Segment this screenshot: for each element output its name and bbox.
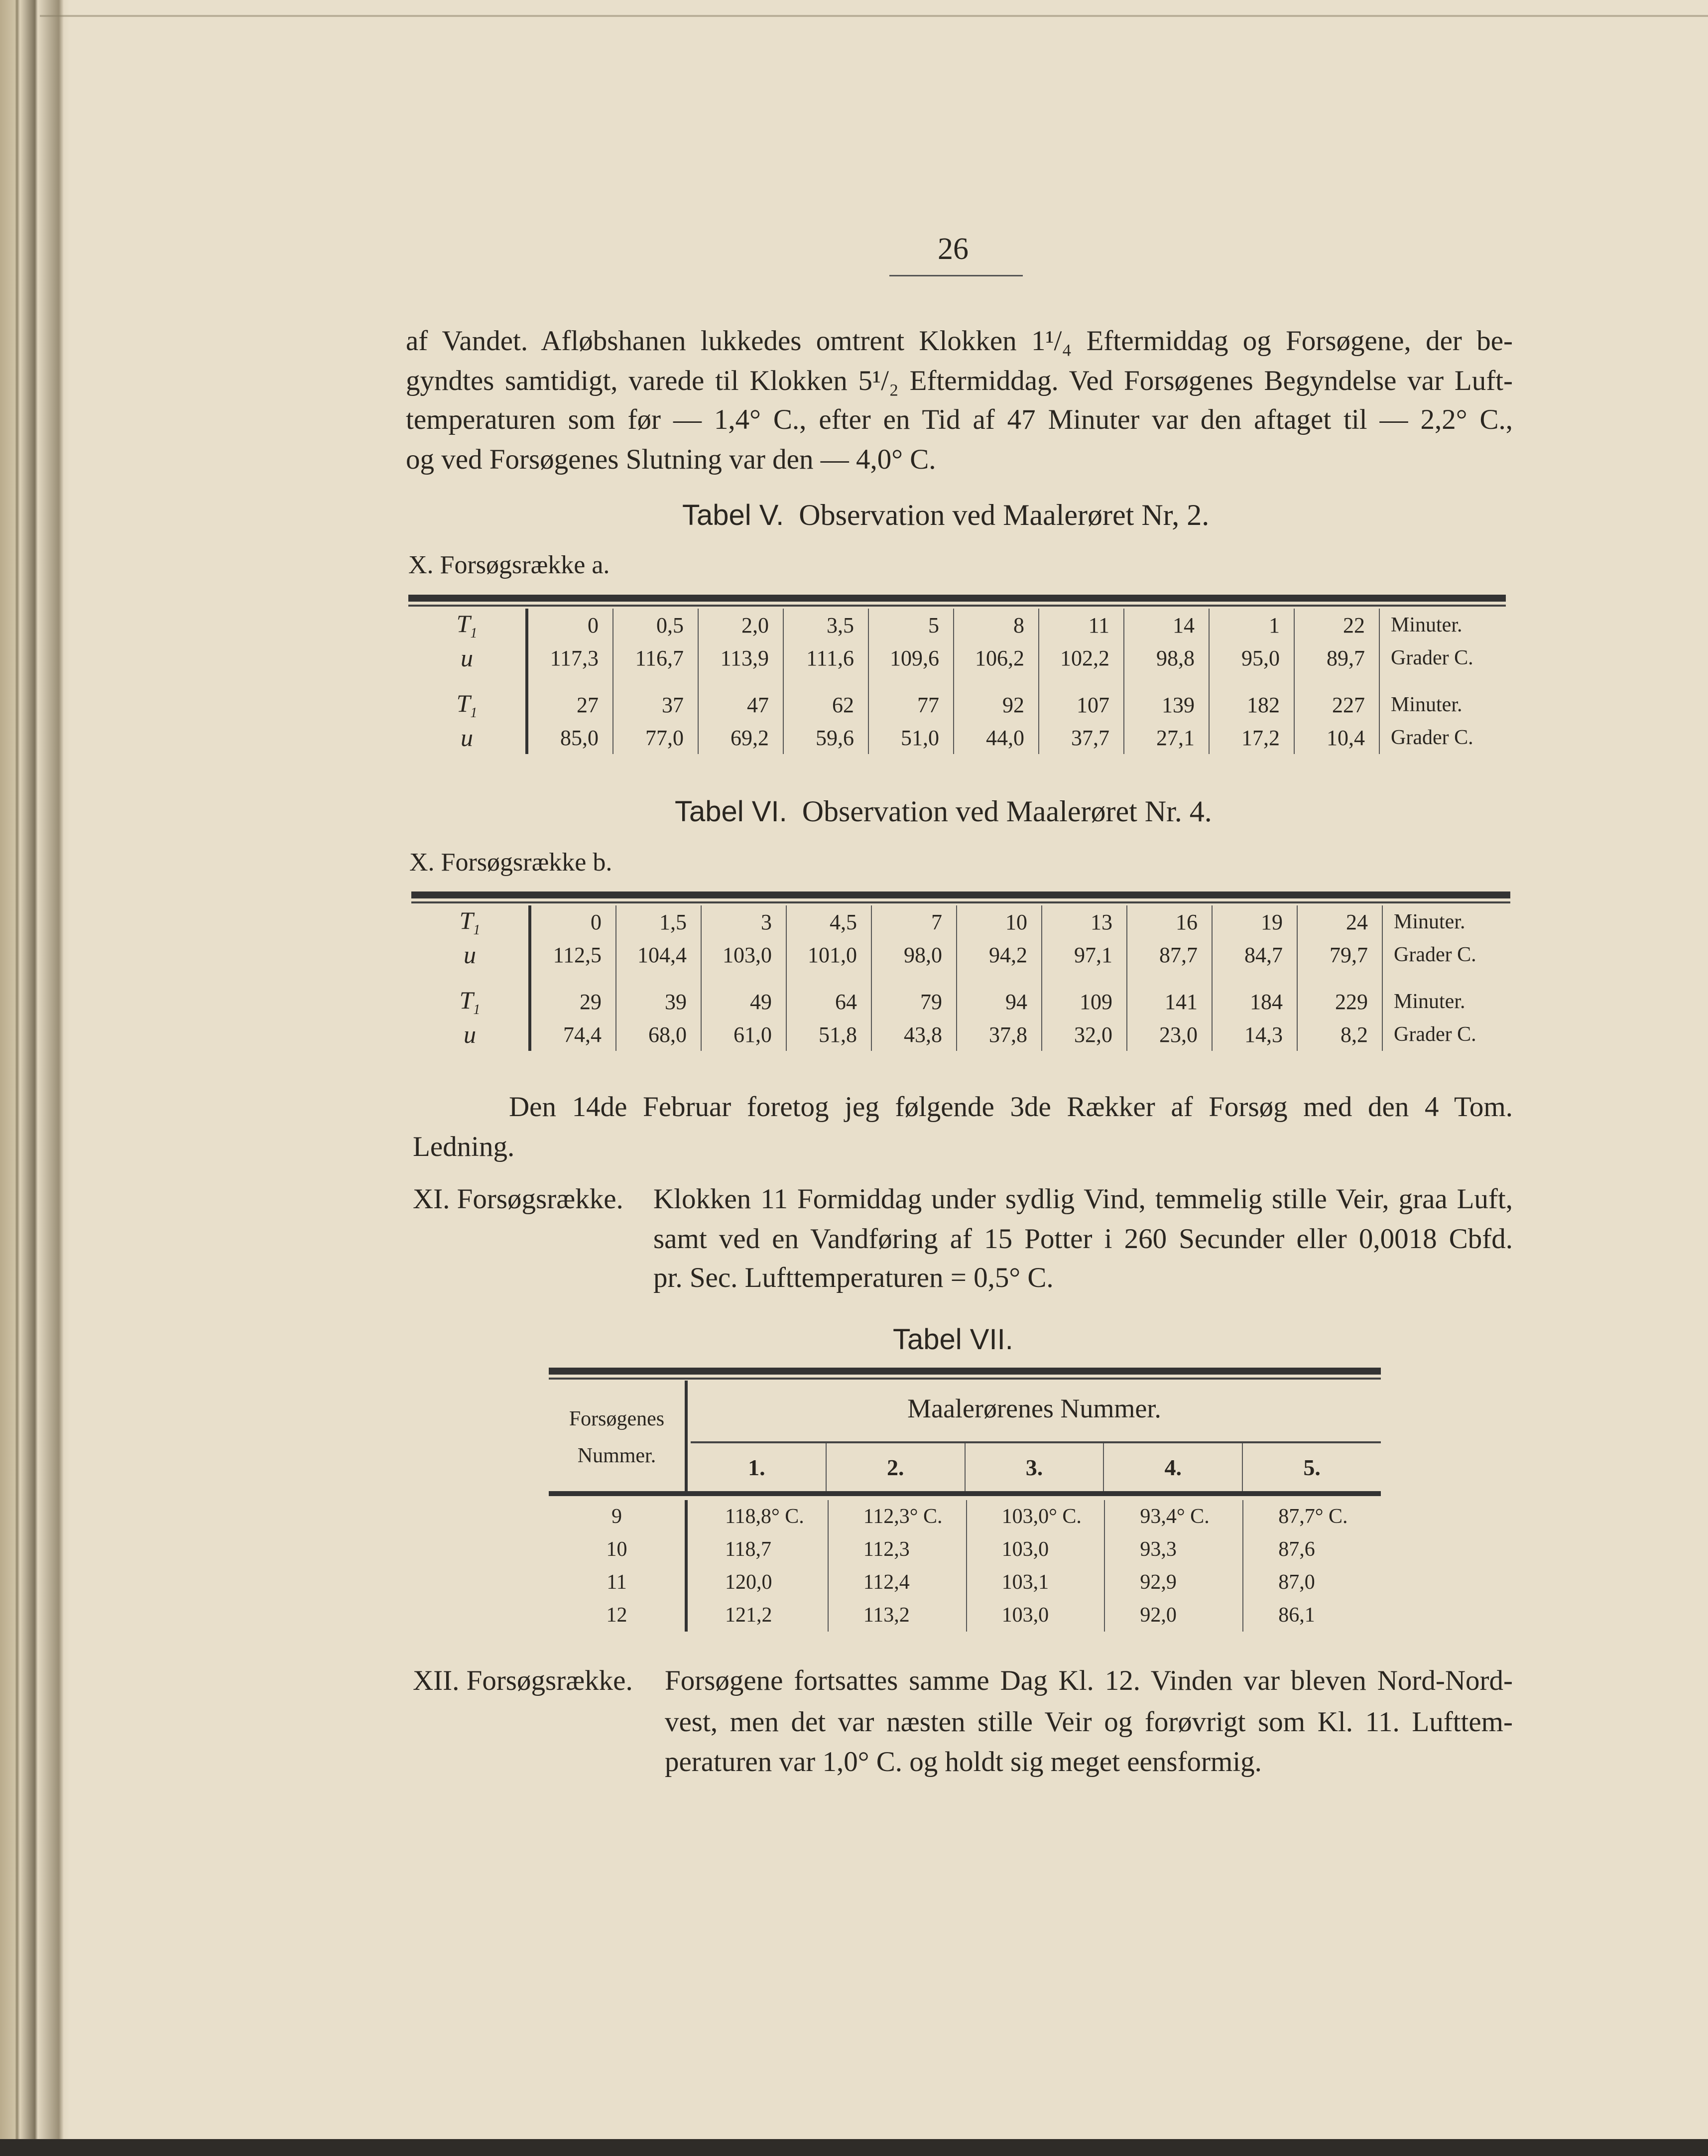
table-cell: 37,7 bbox=[1039, 721, 1124, 754]
gap-cell bbox=[1127, 971, 1212, 985]
table-cell: 68,0 bbox=[616, 1018, 701, 1051]
gap-cell bbox=[1294, 674, 1379, 688]
paragraph-line: gyndtes samtidigt, varede til Klokken 5¹/₂ Eftermiddag. Ved Forsøgenes Begyndelse var Luft- bbox=[406, 365, 1513, 396]
table-row bbox=[411, 938, 1522, 971]
table-row bbox=[408, 688, 1519, 721]
table-cell: 102,2 bbox=[1039, 641, 1124, 674]
gap-cell bbox=[616, 971, 701, 985]
page-top-edge bbox=[40, 15, 1708, 17]
row-label bbox=[411, 985, 530, 1018]
unit-cell: Minuter. bbox=[1379, 688, 1519, 721]
series11-line: Klokken 11 Formiddag under sydlig Vind, temmelig stille Veir, graa Luft, bbox=[653, 1183, 1513, 1215]
table-cell: 29 bbox=[530, 985, 616, 1018]
table-cell: 182 bbox=[1209, 688, 1294, 721]
row-label-subscript: 1 bbox=[470, 705, 478, 721]
paragraph-line: og ved Forsøgenes Slutning var den — 4,0° C. bbox=[406, 444, 936, 475]
table-cell: 98,8 bbox=[1124, 641, 1209, 674]
table6-series-label: X. Forsøgsrække b. bbox=[409, 848, 612, 877]
row-number: 10 bbox=[606, 1538, 627, 1561]
gap-cell bbox=[530, 971, 616, 985]
table-row bbox=[549, 1533, 1381, 1566]
table-cell: 10,4 bbox=[1294, 721, 1379, 754]
row-header-line: Forsøgenes bbox=[569, 1407, 665, 1430]
series11-label: XI. Forsøgsrække. bbox=[413, 1183, 623, 1215]
table-cell: 95,0 bbox=[1209, 641, 1294, 674]
table7-title bbox=[893, 1322, 1013, 1357]
table-cell: 24 bbox=[1297, 905, 1382, 938]
table5-top-rule-thin bbox=[408, 605, 1506, 607]
column-header: 3. bbox=[965, 1443, 1103, 1492]
table-cell: 7 bbox=[871, 905, 957, 938]
row-label-subscript: 1 bbox=[473, 922, 481, 938]
table-cell: 87,6 bbox=[1242, 1533, 1381, 1566]
table-cell: 103,0° C. bbox=[966, 1500, 1104, 1533]
table-cell: 77 bbox=[868, 688, 954, 721]
table-cell: 103,0 bbox=[966, 1599, 1104, 1632]
table-cell: 4,5 bbox=[786, 905, 871, 938]
table-cell: 84,7 bbox=[1212, 938, 1297, 971]
table-cell: 51,0 bbox=[868, 721, 954, 754]
gap-cell bbox=[1209, 674, 1294, 688]
table-cell: 37 bbox=[613, 688, 698, 721]
gap-cell bbox=[871, 971, 957, 985]
table-cell: 3 bbox=[701, 905, 786, 938]
table-cell: 64 bbox=[786, 985, 871, 1018]
table-cell: 112,5 bbox=[530, 938, 616, 971]
table-cell: 11 bbox=[1039, 609, 1124, 641]
series12-line: Forsøgene fortsattes samme Dag Kl. 12. Vinden var bleven Nord-Nord- bbox=[665, 1665, 1513, 1696]
gap-cell bbox=[1042, 971, 1127, 985]
unit-cell: Minuter. bbox=[1379, 609, 1519, 641]
table-cell: 87,7° C. bbox=[1242, 1500, 1381, 1533]
table-cell: 98,0 bbox=[871, 938, 957, 971]
row-label bbox=[408, 688, 527, 721]
table-cell: 37,8 bbox=[957, 1018, 1042, 1051]
page-number: 26 bbox=[938, 232, 969, 266]
table-cell: 112,3 bbox=[828, 1533, 966, 1566]
table-cell: 77,0 bbox=[613, 721, 698, 754]
table-cell: 16 bbox=[1127, 905, 1212, 938]
row-gap bbox=[411, 971, 1522, 985]
row-label-subscript: 1 bbox=[470, 625, 478, 641]
table-cell: 139 bbox=[1124, 688, 1209, 721]
table-row bbox=[408, 609, 1519, 641]
row-label bbox=[408, 641, 527, 674]
series12-label: XII. Forsøgsrække. bbox=[413, 1665, 633, 1696]
gap-cell bbox=[1124, 674, 1209, 688]
table7-body bbox=[549, 1500, 1381, 1632]
column-header: 5. bbox=[1242, 1443, 1381, 1492]
table-cell: 39 bbox=[616, 985, 701, 1018]
row-label-text: u bbox=[464, 941, 476, 969]
row-gap bbox=[408, 674, 1519, 688]
table-cell: 13 bbox=[1042, 905, 1127, 938]
row-label-text: T bbox=[456, 609, 471, 637]
page-number-rule bbox=[889, 275, 1023, 276]
table-cell: 107 bbox=[1039, 688, 1124, 721]
series11-line: pr. Sec. Lufttemperaturen = 0,5° C. bbox=[653, 1262, 1054, 1293]
gap-cell bbox=[527, 674, 613, 688]
table7-column-headers bbox=[688, 1443, 1381, 1492]
gap-cell bbox=[957, 971, 1042, 985]
unit-cell: Minuter. bbox=[1382, 985, 1522, 1018]
row-number: 11 bbox=[607, 1571, 627, 1594]
table-cell: 8 bbox=[954, 609, 1039, 641]
row-label bbox=[408, 609, 527, 641]
table5-top-rule bbox=[408, 595, 1506, 602]
page-stack-edge bbox=[0, 0, 70, 2156]
table5-series-label: X. Forsøgsrække a. bbox=[408, 551, 610, 579]
table-cell: 19 bbox=[1212, 905, 1297, 938]
table-cell: 104,4 bbox=[616, 938, 701, 971]
gap-cell bbox=[1039, 674, 1124, 688]
table-cell: 93,4° C. bbox=[1104, 1500, 1242, 1533]
table-cell: 184 bbox=[1212, 985, 1297, 1018]
gap-cell bbox=[698, 674, 783, 688]
gap-cell bbox=[701, 971, 786, 985]
table-cell: 27 bbox=[527, 688, 613, 721]
row-label bbox=[411, 1018, 530, 1051]
row-label bbox=[411, 905, 530, 938]
column-header: 1. bbox=[748, 1455, 765, 1480]
table-cell: 113,2 bbox=[828, 1599, 966, 1632]
table-cell: 121,2 bbox=[685, 1599, 828, 1632]
table-cell: 87,7 bbox=[1127, 938, 1212, 971]
table-cell: 74,4 bbox=[530, 1018, 616, 1051]
row-label-text: u bbox=[464, 1020, 476, 1048]
series12-line: vest, men det var næsten stille Veir og forøvrigt som Kl. 11. Lufttem- bbox=[665, 1706, 1513, 1738]
scan-bottom-border bbox=[0, 2139, 1708, 2156]
table-cell: 10 bbox=[957, 905, 1042, 938]
table-cell: 1 bbox=[1209, 609, 1294, 641]
row-label-text: T bbox=[459, 906, 474, 934]
table-cell: 92,0 bbox=[1104, 1599, 1242, 1632]
row-label-text: T bbox=[456, 689, 471, 717]
table-cell: 22 bbox=[1294, 609, 1379, 641]
gap-cell bbox=[786, 971, 871, 985]
table6-number: Tabel VI. bbox=[675, 795, 787, 828]
table-row bbox=[549, 1566, 1381, 1599]
gap-cell bbox=[1212, 971, 1297, 985]
table5 bbox=[408, 609, 1519, 754]
gap-cell bbox=[408, 674, 527, 688]
table-cell: 27,1 bbox=[1124, 721, 1209, 754]
table-cell: 3,5 bbox=[783, 609, 868, 641]
table-cell: 14 bbox=[1124, 609, 1209, 641]
gap-cell bbox=[411, 971, 530, 985]
table-cell: 109 bbox=[1042, 985, 1127, 1018]
table5-subtitle: Observation ved Maalerøret Nr, 2. bbox=[799, 499, 1210, 531]
row-label-text: u bbox=[461, 644, 473, 672]
table-cell: 109,6 bbox=[868, 641, 954, 674]
table6-top-rule bbox=[411, 891, 1510, 898]
table-cell: 101,0 bbox=[786, 938, 871, 971]
table-cell: 23,0 bbox=[1127, 1018, 1212, 1051]
table7-col-group-header: Maalerørenes Nummer. bbox=[907, 1394, 1161, 1423]
unit-cell: Grader C. bbox=[1382, 1018, 1522, 1051]
table-cell: 44,0 bbox=[954, 721, 1039, 754]
table-cell: 97,1 bbox=[1042, 938, 1127, 971]
table-cell: 49 bbox=[701, 985, 786, 1018]
table-cell: 0 bbox=[530, 905, 616, 938]
table7-top-rule bbox=[549, 1368, 1381, 1375]
table-row bbox=[411, 985, 1522, 1018]
gap-cell bbox=[783, 674, 868, 688]
table-cell: 61,0 bbox=[701, 1018, 786, 1051]
table-cell: 229 bbox=[1297, 985, 1382, 1018]
table-cell: 227 bbox=[1294, 688, 1379, 721]
table-cell: 51,8 bbox=[786, 1018, 871, 1051]
table6-title bbox=[675, 794, 1212, 829]
table-cell: 87,0 bbox=[1242, 1566, 1381, 1599]
table-cell: 43,8 bbox=[871, 1018, 957, 1051]
table-cell: 117,3 bbox=[527, 641, 613, 674]
table5-title bbox=[682, 498, 1209, 532]
unit-cell: Grader C. bbox=[1379, 721, 1519, 754]
table-cell: 32,0 bbox=[1042, 1018, 1127, 1051]
table6-top-rule-thin bbox=[411, 901, 1510, 903]
unit-cell: Minuter. bbox=[1382, 905, 1522, 938]
table-cell: 1,5 bbox=[616, 905, 701, 938]
column-header: 2. bbox=[826, 1443, 965, 1492]
table-cell: 103,1 bbox=[966, 1566, 1104, 1599]
table-cell: 0 bbox=[527, 609, 613, 641]
paragraph-line: temperaturen som før — 1,4° C., efter en Tid af 47 Minuter var den aftaget til — 2,2° C., bbox=[406, 404, 1513, 435]
row-label bbox=[411, 938, 530, 971]
table-cell: 106,2 bbox=[954, 641, 1039, 674]
table-cell: 69,2 bbox=[698, 721, 783, 754]
paragraph-line: Den 14de Februar foretog jeg følgende 3de Rækker af Forsøg med den 4 Tom. bbox=[509, 1091, 1513, 1123]
row-label-subscript: 1 bbox=[473, 1002, 481, 1017]
table-cell: 113,9 bbox=[698, 641, 783, 674]
row-label-text: T bbox=[459, 986, 474, 1014]
gap-cell bbox=[1297, 971, 1382, 985]
row-header-line: Nummer. bbox=[577, 1444, 656, 1467]
table7-number: Tabel VII. bbox=[893, 1323, 1013, 1356]
table-row bbox=[411, 1018, 1522, 1051]
gap-cell bbox=[1379, 674, 1519, 688]
table-cell: 0,5 bbox=[613, 609, 698, 641]
table-row bbox=[549, 1500, 1381, 1533]
table-cell: 118,7 bbox=[685, 1533, 828, 1566]
table7-row-header bbox=[549, 1381, 685, 1494]
table-row bbox=[411, 905, 1522, 938]
table-cell: 62 bbox=[783, 688, 868, 721]
table-cell: 103,0 bbox=[966, 1533, 1104, 1566]
row-number: 9 bbox=[611, 1505, 622, 1528]
table-cell: 79,7 bbox=[1297, 938, 1382, 971]
gap-cell bbox=[613, 674, 698, 688]
series11-line: samt ved en Vandføring af 15 Potter i 260 Secunder eller 0,0018 Cbfd. bbox=[653, 1223, 1513, 1255]
table-cell: 79 bbox=[871, 985, 957, 1018]
series12-line: peraturen var 1,0° C. og holdt sig meget eensformig. bbox=[665, 1746, 1262, 1777]
table7 bbox=[549, 1381, 1381, 1640]
paragraph-line: Ledning. bbox=[413, 1131, 515, 1162]
table-cell: 112,3° C. bbox=[828, 1500, 966, 1533]
table-cell: 111,6 bbox=[783, 641, 868, 674]
table-cell: 89,7 bbox=[1294, 641, 1379, 674]
gap-cell bbox=[954, 674, 1039, 688]
unit-cell: Grader C. bbox=[1382, 938, 1522, 971]
table-cell: 17,2 bbox=[1209, 721, 1294, 754]
table-cell: 47 bbox=[698, 688, 783, 721]
table-cell: 92,9 bbox=[1104, 1566, 1242, 1599]
table7-top-rule-thin bbox=[549, 1378, 1381, 1380]
table-cell: 94 bbox=[957, 985, 1042, 1018]
table-row bbox=[408, 641, 1519, 674]
gap-cell bbox=[1382, 971, 1522, 985]
table-cell: 86,1 bbox=[1242, 1599, 1381, 1632]
table7-header-rule bbox=[549, 1491, 1381, 1496]
table-cell: 85,0 bbox=[527, 721, 613, 754]
table-cell: 94,2 bbox=[957, 938, 1042, 971]
paragraph-line: af Vandet. Afløbshanen lukkedes omtrent Klokken 1¹/₄ Eftermiddag og Forsøgene, der be- bbox=[406, 325, 1513, 357]
table-cell: 8,2 bbox=[1297, 1018, 1382, 1051]
table-cell: 141 bbox=[1127, 985, 1212, 1018]
row-number: 12 bbox=[606, 1604, 627, 1627]
column-header: 4. bbox=[1103, 1443, 1242, 1492]
table-cell: 112,4 bbox=[828, 1566, 966, 1599]
table-cell: 2,0 bbox=[698, 609, 783, 641]
table-cell: 116,7 bbox=[613, 641, 698, 674]
gap-cell bbox=[868, 674, 954, 688]
unit-cell: Grader C. bbox=[1379, 641, 1519, 674]
table-cell: 120,0 bbox=[685, 1566, 828, 1599]
table-cell: 92 bbox=[954, 688, 1039, 721]
row-label-text: u bbox=[461, 724, 473, 752]
table5-number: Tabel V. bbox=[682, 499, 784, 531]
table-cell: 103,0 bbox=[701, 938, 786, 971]
table-cell: 14,3 bbox=[1212, 1018, 1297, 1051]
table6 bbox=[411, 905, 1522, 1051]
row-label bbox=[408, 721, 527, 754]
table-cell: 93,3 bbox=[1104, 1533, 1242, 1566]
table6-subtitle: Observation ved Maalerøret Nr. 4. bbox=[802, 795, 1212, 828]
table-cell: 118,8° C. bbox=[685, 1500, 828, 1533]
table-cell: 59,6 bbox=[783, 721, 868, 754]
table-cell: 5 bbox=[868, 609, 954, 641]
table-row bbox=[408, 721, 1519, 754]
table-row bbox=[549, 1599, 1381, 1632]
